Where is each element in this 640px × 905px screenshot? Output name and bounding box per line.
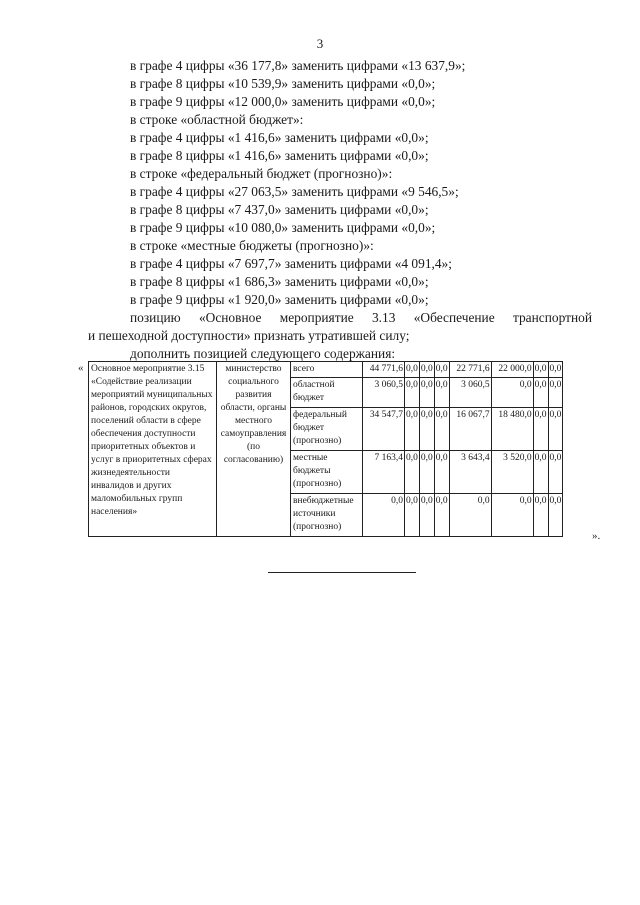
value-cell: 0,0 <box>419 378 434 408</box>
text-line: в графе 8 цифры «1 416,6» заменить цифрами «0,0»; <box>130 148 429 163</box>
value-cell: 0,0 <box>491 378 533 408</box>
measure-cell: Основное мероприятие 3.15 «Содействие реализации мероприятий муниципальных районов, городских округов, поселений области в сфере обеспечения доступности приоритетных объектов и услуг в приоритетных сферах жизнедеятельности инвалидов и других маломобильных групп населения» <box>89 362 217 537</box>
value-cell: 7 163,4 <box>363 451 405 494</box>
text-line: в графе 9 цифры «12 000,0» заменить цифрами «0,0»; <box>130 94 436 109</box>
source-cell: внебюджетные источники (прогнозно) <box>291 493 363 536</box>
text-line: позицию «Основное мероприятие 3.13 «Обеспечение транспортной <box>130 310 592 325</box>
value-cell: 16 067,7 <box>449 408 491 451</box>
value-cell: 0,0 <box>533 493 548 536</box>
text-line: в графе 9 цифры «1 920,0» заменить цифрами «0,0»; <box>130 292 429 307</box>
value-cell: 22 771,6 <box>449 362 491 378</box>
value-cell: 3 060,5 <box>449 378 491 408</box>
value-cell: 44 771,6 <box>363 362 405 378</box>
source-cell: всего <box>291 362 363 378</box>
source-cell: федеральный бюджет (прогнозно) <box>291 408 363 451</box>
value-cell: 0,0 <box>405 493 420 536</box>
value-cell: 34 547,7 <box>363 408 405 451</box>
text-line: в графе 4 цифры «7 697,7» заменить цифрами «4 091,4»; <box>130 256 452 271</box>
quote-close: ». <box>592 530 601 542</box>
value-cell: 3 060,5 <box>363 378 405 408</box>
value-cell: 0,0 <box>533 408 548 451</box>
value-cell: 3 520,0 <box>491 451 533 494</box>
text-line: в графе 8 цифры «1 686,3» заменить цифрами «0,0»; <box>130 274 429 289</box>
value-cell: 0,0 <box>419 493 434 536</box>
value-cell: 0,0 <box>405 408 420 451</box>
source-cell: областной бюджет <box>291 378 363 408</box>
value-cell: 0,0 <box>548 493 563 536</box>
text-line: в графе 9 цифры «10 080,0» заменить цифрами «0,0»; <box>130 220 436 235</box>
value-cell: 0,0 <box>434 493 449 536</box>
value-cell: 0,0 <box>533 378 548 408</box>
value-cell: 22 000,0 <box>491 362 533 378</box>
value-cell: 0,0 <box>533 451 548 494</box>
table-row <box>89 362 563 378</box>
text-line: и пешеходной доступности» признать утратившей силу; <box>88 328 410 343</box>
value-cell: 0,0 <box>405 451 420 494</box>
value-cell: 0,0 <box>548 378 563 408</box>
value-cell: 0,0 <box>449 493 491 536</box>
value-cell: 0,0 <box>419 451 434 494</box>
value-cell: 0,0 <box>363 493 405 536</box>
text-line: в графе 4 цифры «27 063,5» заменить цифрами «9 546,5»; <box>130 184 459 199</box>
value-cell: 0,0 <box>405 362 420 378</box>
value-cell: 18 480,0 <box>491 408 533 451</box>
value-cell: 0,0 <box>548 451 563 494</box>
text-line: в графе 4 цифры «1 416,6» заменить цифрами «0,0»; <box>130 130 429 145</box>
text-line: в графе 4 цифры «36 177,8» заменить цифрами «13 637,9»; <box>130 58 466 73</box>
executor-cell: министерство социального развития области, органы местного самоуправления (по согласованию) <box>217 362 291 537</box>
quote-open: « <box>78 362 84 374</box>
value-cell: 0,0 <box>434 362 449 378</box>
value-cell: 3 643,4 <box>449 451 491 494</box>
end-rule <box>268 572 416 573</box>
value-cell: 0,0 <box>434 408 449 451</box>
source-cell: местные бюджеты (прогнозно) <box>291 451 363 494</box>
text-line: в строке «областной бюджет»: <box>130 112 304 127</box>
value-cell: 0,0 <box>434 451 449 494</box>
amendment-table <box>88 361 563 537</box>
value-cell: 0,0 <box>548 362 563 378</box>
text-line: в строке «местные бюджеты (прогнозно)»: <box>130 238 374 253</box>
text-line: в графе 8 цифры «7 437,0» заменить цифрами «0,0»; <box>130 202 429 217</box>
value-cell: 0,0 <box>405 378 420 408</box>
text-line: в графе 8 цифры «10 539,9» заменить цифрами «0,0»; <box>130 76 436 91</box>
value-cell: 0,0 <box>491 493 533 536</box>
value-cell: 0,0 <box>419 408 434 451</box>
value-cell: 0,0 <box>548 408 563 451</box>
value-cell: 0,0 <box>434 378 449 408</box>
value-cell: 0,0 <box>419 362 434 378</box>
text-line: в строке «федеральный бюджет (прогнозно)»: <box>130 166 393 181</box>
value-cell: 0,0 <box>533 362 548 378</box>
text-line: дополнить позицией следующего содержания: <box>130 346 396 361</box>
page-number: 3 <box>316 36 324 51</box>
